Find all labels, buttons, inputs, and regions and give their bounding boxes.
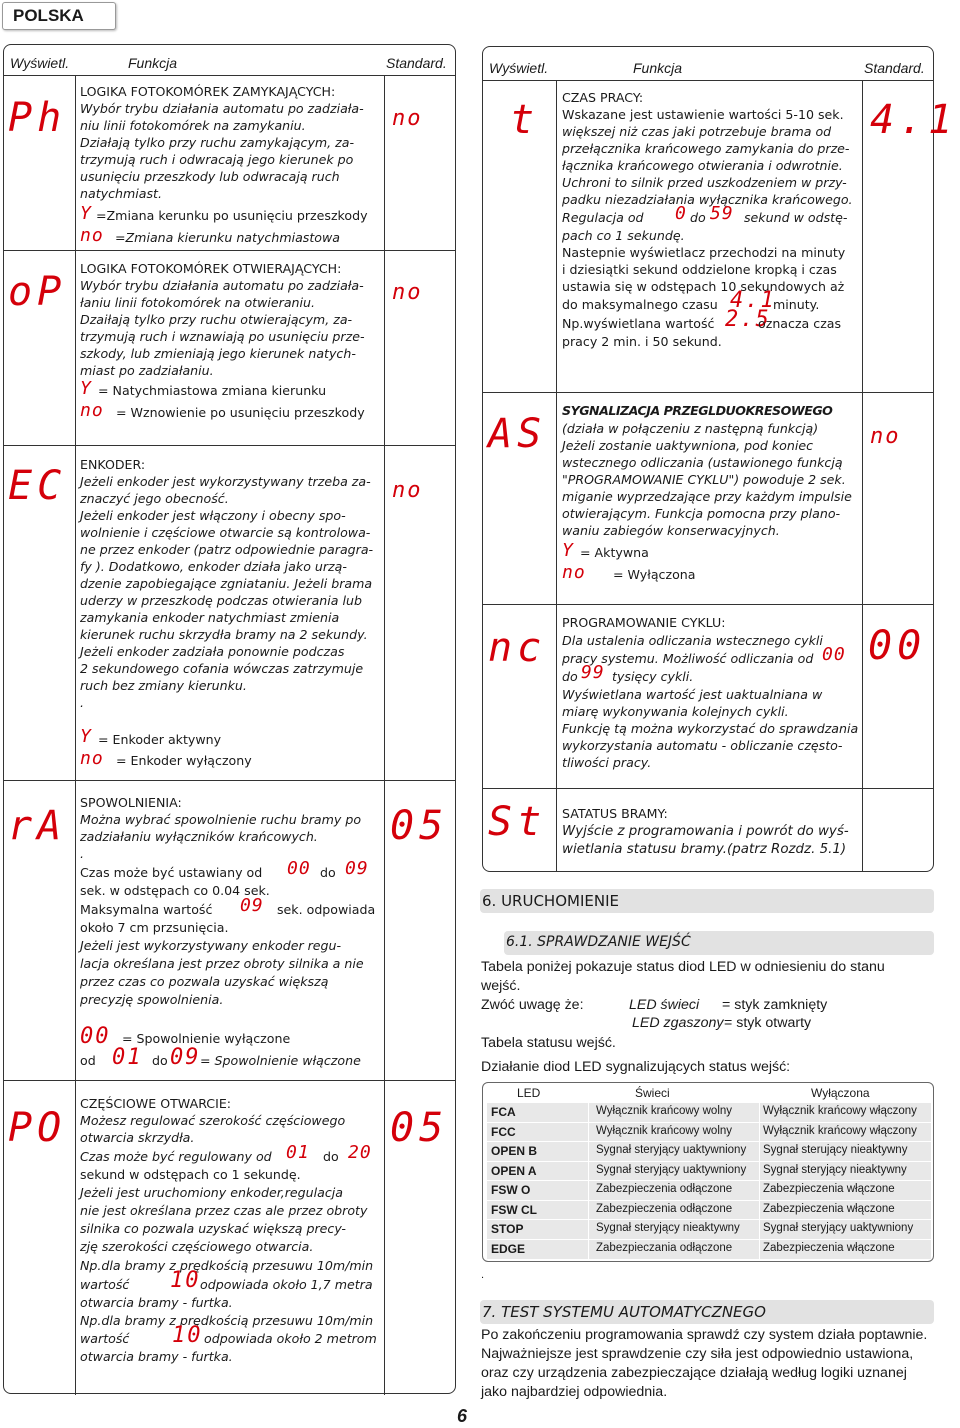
ra-option-on: = Spowolnienie włączone: [200, 1053, 361, 1068]
t-range-to: 59: [710, 203, 734, 224]
ra-max-suffix: sek. odpowiada: [277, 902, 376, 917]
op-line: miast po zadziałaniu.: [80, 363, 214, 378]
ec-line: ne przez enkoder (patrz odpowiednie paragra-: [80, 542, 374, 557]
default-value-ec: no: [392, 478, 423, 503]
ec-line: zamykania enkoder natychmiast zmienia: [80, 610, 340, 625]
nc-line: miarę wykonywania kolejnych cykli.: [562, 704, 789, 719]
po-line: Jeżeli jest uruchomiony enkoder,regulacja: [80, 1185, 343, 1200]
op-option-yes: = Natychmiastowa zmiana kierunku: [98, 383, 327, 398]
led-table-row: [483, 1220, 933, 1240]
po-example2-value: 10: [172, 1323, 203, 1348]
ph-title: LOGIKA FOTOKOMÓREK ZAMYKAJĄCYCH:: [80, 84, 336, 99]
on-col-header: Świeci: [635, 1086, 670, 1100]
display-code-t: t: [510, 97, 540, 143]
ph-line: natychmiast.: [80, 186, 162, 201]
option-symbol-y: Y: [80, 726, 92, 747]
led-col-header: LED: [517, 1086, 541, 1100]
led-table-row: [483, 1142, 933, 1162]
option-symbol-no: no: [80, 225, 104, 246]
st-title: SATATUS BRAMY:: [562, 806, 668, 821]
ec-line: 2 sekundowego cofania wówczas zatrzymuje: [80, 661, 364, 676]
ph-line: usunięciu przeszkody lub odwracają ruch: [80, 169, 340, 184]
t-range-do: do: [690, 210, 706, 225]
t-line: padku niezadziałania wyłącznika krańcowego.: [562, 192, 853, 207]
ec-line: Jeżeli enkoder jest włączony i obecny spo-: [80, 508, 346, 523]
option-symbol-no: no: [562, 562, 586, 583]
right-row-divider: [482, 604, 934, 605]
right-row-divider: [482, 392, 934, 393]
ra-line: sek. w odstępach co 0.04 sek.: [80, 883, 270, 898]
display-code-ec: EC: [8, 463, 67, 509]
ec-line: uderzy w przeszkodę podczas otwierania lub: [80, 593, 362, 608]
display-code-ph: Ph: [8, 95, 67, 141]
note-led-off-value: = styk otwarty: [724, 1015, 812, 1031]
st-line: wietlania statusu bramy.(patrz Rozdz. 5.1): [562, 842, 847, 857]
led-off-state: Zabezpieczenia włączone: [763, 1241, 895, 1254]
option-symbol-y: Y: [562, 540, 574, 561]
ph-option-yes: =Zmiana kerunku po usunięciu przeszkody: [96, 208, 368, 223]
language-tab: POLSKA: [2, 2, 116, 30]
led-on-state: Wyłącznik krańcowy wolny: [596, 1105, 733, 1117]
note-led-on: LED świeci: [629, 997, 700, 1013]
table-title: Tabela statusu wejść.: [481, 1035, 616, 1051]
as-line: miganie wyprzedzające przy każdym impulsie: [562, 489, 852, 504]
section-7-paragraph: Po zakończeniu programowania sprawdź czy system działa poptawnie.: [481, 1327, 928, 1343]
default-value-po: 05: [390, 1105, 449, 1151]
ph-line: Wybór trybu działania automatu po zadziała-: [80, 101, 364, 116]
right-col-divider-1: [556, 80, 557, 872]
t-example-text: oznacza czas: [758, 316, 842, 331]
note-led-on-value: = styk zamknięty: [722, 997, 828, 1013]
ra-range-do: do: [320, 865, 336, 880]
op-line: Wybór trybu działania automatu po zadziała-: [80, 278, 364, 293]
right-header-default: Standard.: [864, 60, 925, 76]
display-code-nc: nc: [488, 625, 547, 671]
po-range-do: do: [323, 1149, 339, 1164]
section-6-1-title: 6.1. SPRAWDZANIE WEJŚĆ: [506, 934, 691, 950]
ra-line: lacja określana jest przez obroty silnika a nie: [80, 956, 364, 971]
po-range-from: 01: [286, 1142, 310, 1163]
as-line: (działa w połączeniu z następną funkcją): [562, 421, 819, 436]
ec-option-yes: = Enkoder aktywny: [98, 732, 222, 747]
ra-title: SPOWOLNIENIA:: [80, 795, 182, 810]
led-name: OPEN B: [491, 1144, 538, 1158]
op-line: trzymują ruch i wznawiają po usunięciu prze-: [80, 329, 365, 344]
led-status-table: [482, 1082, 934, 1262]
ra-line: .: [80, 846, 85, 861]
section-6-paragraph: Tabela poniżej pokazuje status diod LED w odniesieniu do stanu: [481, 959, 885, 975]
table-caption: Działanie diod LED sygnalizujących status wejść:: [481, 1059, 791, 1075]
t-line: większej niż czas jaki potrzebuje brama od: [562, 124, 832, 139]
display-code-st: St: [488, 799, 547, 845]
page-number: 6: [457, 1406, 468, 1426]
t-line: ustawia się w odstępach 10 sekundowych aż: [562, 279, 845, 294]
display-code-as: AS: [488, 411, 547, 457]
nc-line: pracy systemu. Możliwość odliczania od: [562, 651, 814, 666]
left-col-divider-1: [75, 75, 76, 1395]
led-on-state: Zabezpieczenia odłączone: [596, 1202, 733, 1215]
op-line: Dzaiłają tylko przy ruchu otwierającym, za-: [80, 312, 353, 327]
led-off-state: Wyłącznik krańcowy włączony: [763, 1105, 917, 1117]
led-name: FSW O: [491, 1183, 531, 1197]
led-name: STOP: [491, 1222, 524, 1236]
led-off-state: Zabezpieczenia włączone: [763, 1183, 895, 1195]
ph-option-no: =Zmiana kierunku natychmiastowa: [115, 230, 341, 245]
po-example1-value: 10: [170, 1268, 201, 1293]
led-on-state: Sygnał steryjący uaktywniony: [596, 1144, 747, 1156]
ra-option-off: = Spowolnienie wyłączone: [122, 1031, 291, 1046]
led-table-row: [483, 1201, 933, 1221]
display-code-ra: rA: [8, 803, 67, 849]
ec-line: dzenie zapobiegające zgniataniu. Jeżeli brama: [80, 576, 373, 591]
note-led-off: LED zgaszony: [632, 1015, 724, 1031]
led-on-state: Wyłącznik krańcowy wolny: [596, 1124, 733, 1137]
t-line: Wskazane jest ustawienie wartości 5-10 sek.: [562, 107, 844, 122]
default-value-as: no: [870, 424, 901, 449]
default-value-ph: no: [392, 106, 423, 131]
ra-line: precyzję spowolnienia.: [80, 992, 224, 1007]
led-table-row: [483, 1162, 933, 1182]
default-value-ra: 05: [390, 803, 449, 849]
default-value-op: no: [392, 280, 423, 305]
section-7-paragraph: oraz czy urządzenia zabezpieczające działają według logiki uznanej: [481, 1365, 907, 1381]
ph-line: niu linii fotokomórek na zamykaniu.: [80, 118, 306, 133]
as-line: Jeżeli zostanie uaktywniona, pod koniec: [562, 438, 814, 453]
as-option-yes: = Aktywna: [580, 545, 649, 560]
t-line: do maksymalnego czasu: [562, 297, 718, 312]
ec-line: Jeżeli enkoder jest wykorzystywany trzeba za-: [80, 474, 371, 489]
t-title: CZAS PRACY:: [562, 90, 644, 105]
default-value-nc: 00: [868, 623, 927, 669]
left-header-default: Standard.: [386, 55, 447, 71]
t-line: pach co 1 sekundę.: [562, 228, 685, 243]
po-line: Możesz regulować szerokość częściowego: [80, 1113, 346, 1128]
po-line: Np.dla bramy z prędkością przesuwu 10m/min: [80, 1258, 374, 1273]
section-7-title: 7. TEST SYSTEMU AUTOMATYCZNEGO: [482, 1303, 766, 1321]
t-max-value: 4.1: [730, 288, 776, 313]
po-line: otwarcia bramy - furtka.: [80, 1349, 233, 1364]
left-row-divider: [3, 445, 456, 446]
led-table-row: [483, 1123, 933, 1143]
led-on-state: Sygnał steryjący nieaktywny: [596, 1222, 740, 1234]
nc-line: wykorzystania automatu - obliczanie często-: [562, 738, 843, 753]
ra-line: około 7 cm przsunięcia.: [80, 920, 229, 935]
section-6-paragraph: wejść.: [481, 978, 521, 994]
right-header-divider: [482, 80, 934, 81]
as-title: SYGNALIZACJA PRZEGLDUOKRESOWEGO: [562, 403, 833, 418]
ra-off-symbol: 00: [80, 1024, 111, 1049]
nc-line: do: [562, 669, 578, 684]
po-line: nie jest określana przez czas ale przez obroty: [80, 1203, 368, 1218]
t-line: Np.wyświetlana wartość: [562, 316, 715, 331]
t-line: Uchroni to silnik przed uszkodzeniem w przy-: [562, 175, 847, 190]
ra-line: przez czas co pozwala uzyskać większą: [80, 974, 329, 989]
nc-line: Wyświetlana wartość jest uaktualniana w: [562, 687, 823, 702]
t-max-text: minuty.: [773, 297, 820, 312]
ra-max-value: 09: [240, 895, 264, 916]
option-symbol-y: Y: [80, 203, 92, 224]
as-option-no: = Wyłączona: [613, 567, 696, 582]
ra-line: Jeżeli jest wykorzystywany enkoder regu-: [80, 938, 342, 953]
nc-range-from: 00: [822, 644, 846, 665]
ec-line: .: [80, 695, 85, 710]
default-value-t: 4.1: [870, 97, 958, 143]
led-on-state: Zabezpieczenia odłączone: [596, 1183, 733, 1195]
ra-range-from: 00: [287, 858, 311, 879]
led-table-row: [483, 1181, 933, 1201]
led-name: FSW CL: [491, 1202, 537, 1217]
t-line: pracy 2 min. i 50 sekund.: [562, 334, 722, 349]
ph-line: trzymują ruch i odwracają jego kierunek po: [80, 152, 354, 167]
left-header-display: Wyświetl.: [10, 55, 70, 71]
ra-range-prefix: od: [80, 1053, 96, 1068]
nc-range-to: 99: [581, 662, 605, 683]
led-table-row: [483, 1103, 933, 1123]
ec-title: ENKODER:: [80, 457, 146, 472]
op-title: LOGIKA FOTOKOMÓREK OTWIERAJĄCYCH:: [80, 261, 342, 276]
nc-line: Funkcję tą można wykorzystać do sprawdzania: [562, 721, 859, 736]
as-line: "PROGRAMOWANIE CYKLU") powoduje 2 sek.: [562, 472, 846, 487]
led-on-state: Sygnał steryjący uaktywniony: [596, 1163, 747, 1176]
option-symbol-y: Y: [80, 378, 92, 399]
st-line: Wyjście z programowania i powrót do wyś-: [562, 824, 849, 839]
note-label: Zwóć uwagę że:: [481, 997, 584, 1013]
ra-line: Maksymalna wartość: [80, 902, 213, 917]
as-line: wstecznego odliczania (ustawionego funkcją: [562, 455, 843, 470]
po-line: Czas może być regulowany od: [80, 1149, 272, 1164]
t-example-value: 2.5: [725, 307, 771, 332]
right-header-display: Wyświetl.: [489, 60, 549, 76]
ra-on-do: do: [152, 1053, 168, 1068]
display-code-op: oP: [8, 269, 67, 315]
left-row-divider: [3, 250, 456, 251]
section-6-title: 6. URUCHOMIENIE: [482, 892, 619, 910]
as-line: waniu zabiegów konserwacyjnych.: [562, 523, 780, 538]
left-row-divider: [3, 780, 456, 781]
ec-line: ruch bez zmiany kierunku.: [80, 678, 247, 693]
po-example1-text: odpowiada około 1,7 metra: [200, 1277, 373, 1292]
led-table-row: [483, 1240, 933, 1260]
ec-option-no: = Enkoder wyłączony: [116, 753, 252, 768]
po-line: sekund w odstępach co 1 sekundę.: [80, 1167, 301, 1182]
led-table-header: [483, 1084, 933, 1104]
op-line: szkody, lub zmieniają jego kierunek natych-: [80, 346, 356, 361]
left-col-divider-2: [384, 75, 385, 1395]
led-on-state: Zabezpieczania odłączone: [596, 1241, 733, 1254]
led-off-state: Wyłącznik krańcowy włączony: [763, 1124, 917, 1137]
ra-on-to: 09: [170, 1045, 201, 1070]
section-7-paragraph: Najważniejsze jest sprawdzenie czy siła jest odpowiednio ustawiona,: [481, 1346, 914, 1362]
t-line: Nastepnie wyświetlacz przechodzi na minuty: [562, 245, 846, 260]
option-symbol-no: no: [80, 748, 104, 769]
t-line: przełącznika krańcowego zamykania do prze-: [562, 141, 850, 156]
t-range-from: 0: [675, 203, 687, 224]
led-off-state: Sygnał steryjący nieaktywny: [763, 1163, 907, 1176]
led-name: FCA: [491, 1105, 516, 1119]
po-line: wartość: [80, 1277, 130, 1292]
po-line: Np.dla bramy z prędkością przesuwu 10m/min: [80, 1313, 374, 1328]
left-row-divider: [3, 1080, 456, 1081]
ra-line: zadziałaniu wyłączników krańcowych.: [80, 829, 318, 844]
t-line: i dziesiątki sekund oddzielone kropką i czas: [562, 262, 837, 277]
led-name: OPEN A: [491, 1163, 537, 1178]
po-range-to: 20: [348, 1142, 372, 1163]
nc-line: tliwości pracy.: [562, 755, 652, 770]
right-col-divider-2: [862, 80, 863, 872]
ec-line: znaczyć jego obecność.: [80, 491, 229, 506]
led-off-state: Sygnał sterujący nieaktywny: [763, 1144, 908, 1156]
po-line: wartość: [80, 1331, 130, 1346]
as-line: otwierającym. Funkcja pomocna przy plano-: [562, 506, 841, 521]
led-name: FCC: [491, 1124, 516, 1139]
ra-line: Można wybrać spowolnienie ruchu bramy po: [80, 812, 362, 827]
t-line: łącznika krańcowego otwierania i odwrotnie.: [562, 158, 843, 173]
section-7-paragraph: jako najbardziej odpowiednia.: [481, 1384, 668, 1400]
ec-line: Jeżeli enkoder zadziała ponownie podczas: [80, 644, 345, 659]
ph-line: Działają tylko przy ruchu zamykającym, za-: [80, 135, 355, 150]
off-col-header: Wyłączona: [811, 1086, 870, 1100]
right-header-function: Funkcja: [633, 60, 683, 76]
po-title: CZĘŚCIOWE OTWARCIE:: [80, 1096, 232, 1111]
po-line: otwarcia skrzydła.: [80, 1130, 195, 1145]
po-line: silnika co pozwala uzyskać większą precy-: [80, 1221, 346, 1236]
ec-line: wolnienie i częściowe otwarcie są kontrolowa-: [80, 525, 371, 540]
led-name: EDGE: [491, 1241, 526, 1256]
option-symbol-no: no: [80, 400, 104, 421]
t-range-text: sekund w odstę-: [744, 210, 848, 225]
left-header-function: Funkcja: [128, 55, 178, 71]
led-off-state: Sygnał steryjący uaktywniony: [763, 1222, 914, 1234]
ra-on-from: 01: [112, 1045, 143, 1070]
ec-line: kierunek ruchu skrzydła bramy na 2 sekundy.: [80, 627, 368, 642]
op-line: łaniu linii fotokomórek na otwieraniu.: [80, 295, 316, 310]
po-example2-text: odpowiada około 2 metrom: [204, 1331, 377, 1346]
ec-line: fy ). Dodatkowo, enkoder działa jako urzą-: [80, 559, 347, 574]
led-off-state: Zabezpieczenia włączone: [763, 1202, 895, 1215]
t-line: Regulacja od: [562, 210, 644, 225]
nc-title: PROGRAMOWANIE CYKLU:: [562, 615, 726, 630]
nc-range-text: tysięcy cykli.: [612, 669, 694, 684]
display-code-po: PO: [8, 1105, 67, 1151]
nc-line: Dla ustalenia odliczania wstecznego cykli: [562, 633, 823, 648]
po-line: zję szerokości częściowego otwarcia.: [80, 1239, 314, 1254]
po-line: otwarcia bramy - furtka.: [80, 1295, 233, 1310]
op-option-no: = Wznowienie po usunięciu przeszkody: [116, 405, 365, 420]
left-header-divider: [3, 75, 456, 76]
ra-line: Czas może być ustawiany od: [80, 865, 263, 880]
ra-range-to: 09: [345, 858, 369, 879]
right-row-divider: [482, 788, 934, 789]
stray-dot: .: [481, 1269, 485, 1281]
